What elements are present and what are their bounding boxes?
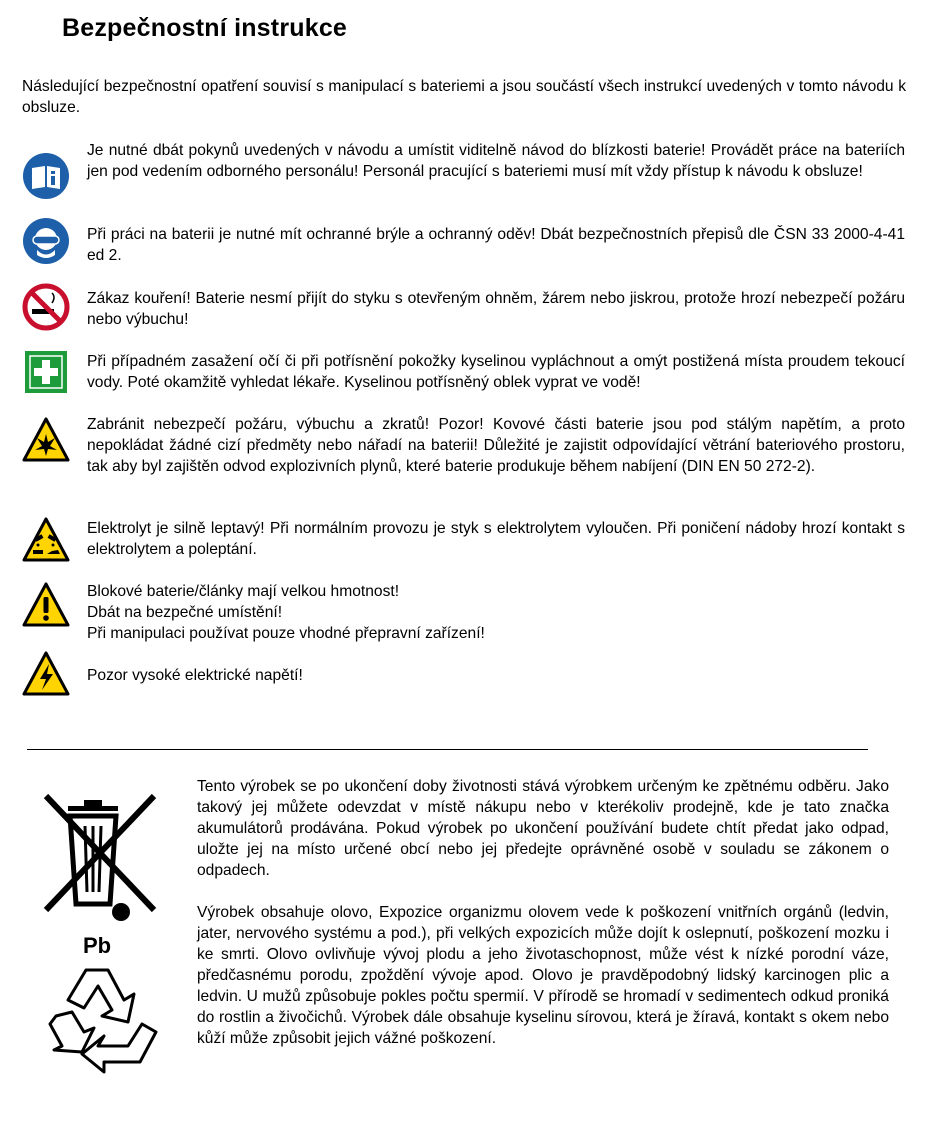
first-aid-icon	[22, 348, 70, 396]
instruction-line: Dbát na bezpečné umístění!	[87, 604, 283, 621]
instruction-line: Při manipulaci používat pouze vhodné přepravní zařízení!	[87, 625, 485, 642]
instruction-text: Je nutné dbát pokynů uvedených v návodu a umístit viditelně návod do blízkosti baterie! Provádět práce na bateriích jen pod vedením odborného personálu! Personál pracující s bateriemi musí mít vždy přístup k návodu k obsluze!	[87, 142, 905, 180]
instruction-text: Při případném zasažení očí či při potřísnění pokožky kyselinou vypláchnout a omýt postižená místa proudem tekoucí vody. Poté okamžitě vyhledat lékaře. Kyselinou potřísněný oblek vyprat ve vodě!	[87, 353, 905, 391]
instruction-text: Zákaz kouření! Baterie nesmí přijít do styku s otevřeným ohněm, žárem nebo jiskrou, protože hrozí nebezpečí požáru nebo výbuchu!	[87, 290, 905, 328]
page-title: Bezpečnostní instrukce	[62, 14, 348, 42]
recycle-icon	[38, 960, 162, 1076]
explosion-warning-icon	[22, 416, 70, 464]
high-voltage-icon	[22, 650, 70, 698]
instruction-text: Při práci na baterii je nutné mít ochranné brýle a ochranný oděv! Dbát bezpečnostních přepisů dle ČSN 33 2000-4-41 ed 2.	[87, 226, 905, 264]
instruction-text: Elektrolyt je silně leptavý! Při normálním provozu je styk s elektrolytem vyloučen. Při poničení nádoby hrozí kontakt s elektrolytem a poleptání.	[87, 520, 905, 558]
instruction-text: Zabránit nebezpečí požáru, výbuchu a zkratů! Pozor! Kovové části baterie jsou pod stálým napětím, a proto nepokládat žádné cizí předměty nebo nářadí na baterii! Důležité je zajistit odpovídající větrání bateriového prostoru, tak aby byl zajištěn odvod explozivních plynů, které baterie produkuje během nabíjení (DIN EN 50 272-2).	[87, 416, 905, 475]
goggles-icon	[22, 217, 70, 265]
pb-label: Pb	[83, 933, 112, 958]
read-manual-icon	[22, 152, 70, 200]
instruction-line: Blokové baterie/články mají velkou hmotnost!	[87, 583, 400, 600]
intro-text: Následující bezpečnostní opatření souvisí s manipulací s bateriemi a jsou součástí všech instrukcí uvedených v tomto návodu k obsluze.	[22, 78, 906, 116]
general-warning-icon	[22, 581, 70, 629]
disposal-section	[197, 776, 889, 1070]
crossed-bin-icon	[38, 792, 162, 922]
instruction-text: Pozor vysoké elektrické napětí!	[87, 667, 303, 684]
disposal-paragraph: Tento výrobek se po ukončení doby životnosti stává výrobkem určeným ke zpětnému odběru. Jako takový jej můžete odevzdat v místě nákupu nebo v kterékoliv prodejně, kde je tato značka akumulátorů prodávána. Pokud výrobek po ukončení používání budete chtít předat jako odpad, uložte jej na místo určené obcí nebo jej předejte oprávněné osobě v souladu se zákonem o odpadech.	[197, 778, 889, 879]
corrosive-warning-icon	[22, 516, 70, 564]
disposal-paragraph: Výrobek obsahuje olovo, Expozice organizmu olovem vede k poškození vnitřních orgánů (ledvin, jater, nervového systému a pod.), při velkých expozicích může dojít k oslepnutí, poškození mozku i ke smrti. Olovo ovlivňuje vývoj plodu a jeho životaschopnost, může vést k nízké porodní váze, předčasnému porodu, zpoždění vývoje apod. Olovo je pravděpodobný lidský karcinogen plic a ledvin. U mužů způsobuje pokles počtu spermií. V přírodě se hromadí v sedimentech odkud proniká do rostlin a živočichů. Výrobek dále obsahuje kyselinu sírovou, která je žíravá, kontakt s okem nebo kůží může způsobit jejich vážné poškození.	[197, 904, 889, 1047]
section-divider	[27, 749, 868, 750]
no-smoking-icon	[22, 283, 70, 331]
